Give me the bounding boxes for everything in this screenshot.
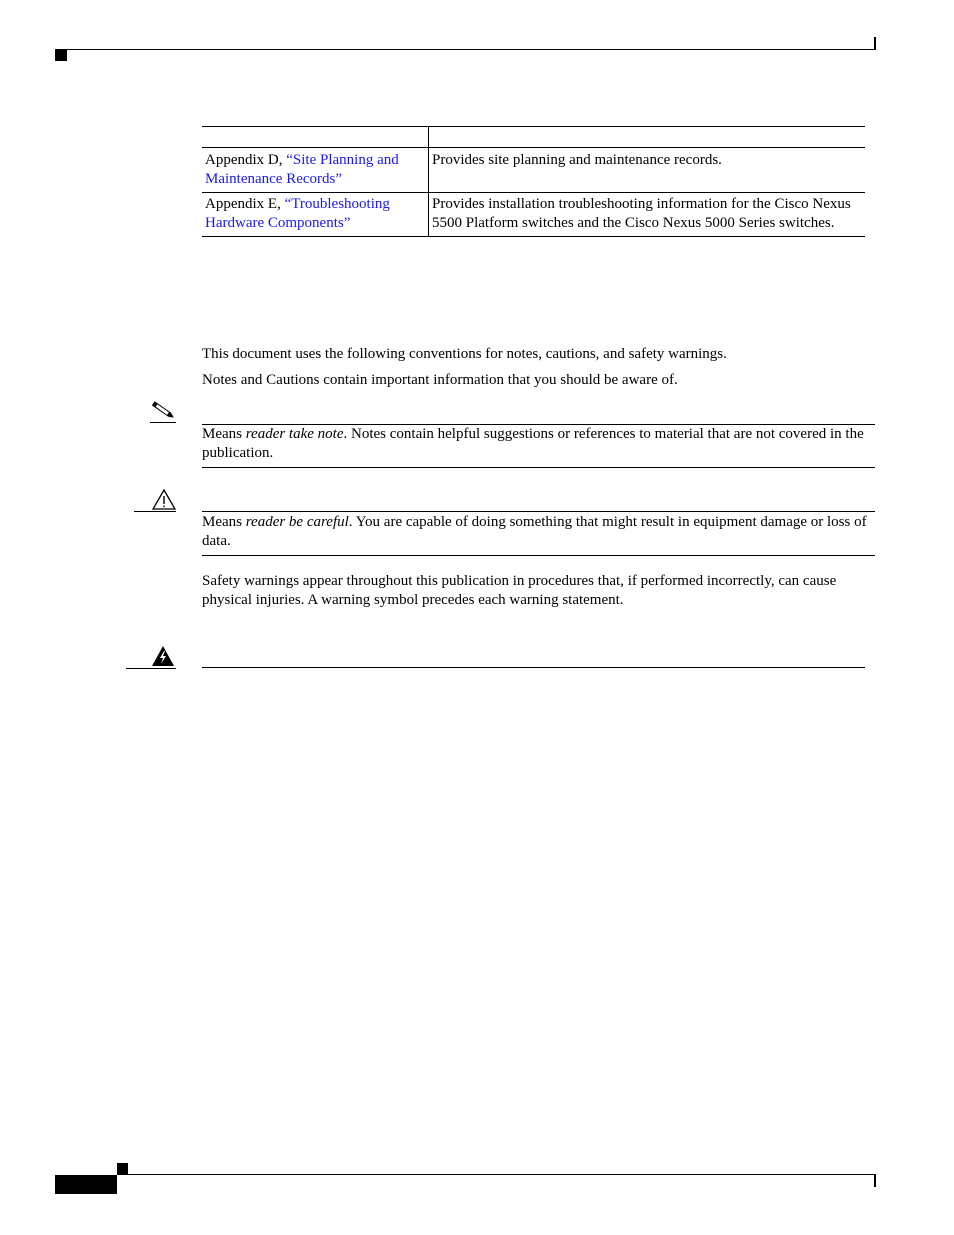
pencil-note-icon	[150, 401, 178, 423]
warning-lightning-icon	[126, 645, 178, 669]
header-tick	[874, 37, 876, 50]
table-header-row	[202, 127, 865, 148]
table-cell-description: Provides installation troubleshooting information for the Cisco Nexus 5500 Platform switches and the Cisco Nexus 5000 Series switches.	[429, 193, 866, 237]
note-rule-bottom	[202, 467, 875, 468]
chapter-link[interactable]: “Site Planning and Maintenance Records”	[205, 152, 399, 187]
header-rule	[55, 49, 876, 50]
chapter-prefix: Appendix E,	[205, 196, 285, 212]
note-emphasis: reader take note	[245, 426, 344, 442]
chapter-table	[202, 126, 865, 237]
footer-page-tab	[55, 1175, 117, 1194]
table-header-cell	[429, 127, 866, 148]
caution-rule-bottom	[202, 555, 875, 556]
table-cell-description: Provides site planning and maintenance records.	[429, 148, 866, 193]
table-row	[202, 193, 865, 237]
table-header-cell	[202, 127, 429, 148]
caution-rule-top	[202, 511, 875, 512]
caution-triangle-icon	[134, 488, 178, 512]
table-cell-chapter	[202, 148, 429, 193]
caution-text	[202, 513, 875, 551]
note-text	[202, 425, 875, 463]
chapter-link[interactable]: “Troubleshooting Hardware Components”	[205, 196, 390, 231]
footer-rule	[117, 1174, 876, 1175]
caution-means: Means	[202, 514, 246, 530]
caution-rest: . You are capable of doing something that might result in equipment damage or loss of data.	[202, 514, 867, 549]
notes-cautions-text: Notes and Cautions contain important information that you should be aware of.	[202, 372, 678, 388]
caution-emphasis: reader be careful	[245, 514, 349, 530]
chapter-prefix: Appendix D,	[205, 152, 287, 168]
header-marker	[55, 50, 67, 61]
safety-warnings-text: Safety warnings appear throughout this publication in procedures that, if performed incorrectly, can cause physical injuries. A warning symbol precedes each warning statement.	[202, 573, 837, 608]
table-cell-chapter	[202, 193, 429, 237]
note-rest: . Notes contain helpful suggestions or references to material that are not covered in the publication.	[202, 426, 864, 461]
footer-tick	[874, 1175, 876, 1187]
table-row	[202, 148, 865, 193]
conventions-intro: This document uses the following conventions for notes, cautions, and safety warnings.	[202, 346, 727, 362]
warning-rule	[202, 667, 865, 668]
note-means: Means	[202, 426, 246, 442]
